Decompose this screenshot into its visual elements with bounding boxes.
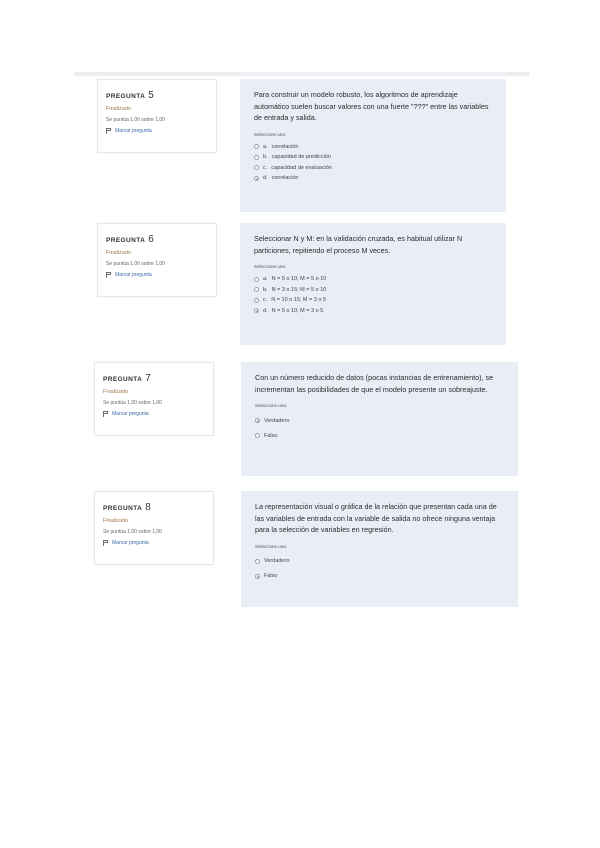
question-text: Para construir un modelo robusto, los algoritmos de aprendizaje automático suelen buscar valores con una fuerte "???" entre las variables de entrada y salida.: [254, 90, 489, 122]
answer-prompt: Seleccione una:: [255, 403, 288, 408]
radio-button[interactable]: [254, 165, 259, 170]
question-score: Se puntúa 1,00 sobre 1,00: [103, 529, 162, 535]
question-title: PREGUNTA 6: [106, 234, 155, 245]
flag-icon: [106, 272, 112, 278]
question-text: Con un número reducido de datos (pocas instancias de entrenamiento), se incrementan las posibilidades de que el modelo presente un sobreajuste.: [255, 373, 494, 394]
question-score: Se puntúa 1,00 sobre 1,00: [106, 117, 165, 123]
question-content-8: [241, 491, 518, 607]
question-status: Finalizado: [106, 106, 132, 112]
flag-icon: [106, 128, 112, 134]
radio-button[interactable]: [254, 298, 259, 303]
answer-option[interactable]: a. correlación: [254, 142, 492, 153]
question-title: PREGUNTA 5: [106, 90, 155, 101]
answer-option[interactable]: c. N = 10 o 15; M = 3 o 5: [254, 295, 492, 306]
flag-question-link[interactable]: Marcar pregunta: [106, 272, 216, 278]
question-content-6: [240, 223, 506, 345]
answer-option[interactable]: d. correlación: [254, 173, 492, 184]
radio-button[interactable]: [254, 144, 259, 149]
answer-option[interactable]: c. capacidad de evaluación: [254, 163, 492, 174]
answer-option[interactable]: Verdadero: [255, 413, 504, 428]
question-title: PREGUNTA 8: [103, 502, 152, 513]
answer-option[interactable]: d. N = 5 o 10; M = 3 o 5: [254, 306, 492, 317]
question-status: Finalizado: [103, 518, 129, 524]
flag-question-link[interactable]: Marcar pregunta: [103, 411, 213, 417]
answer-option[interactable]: Verdadero: [255, 554, 504, 569]
page-top-bar: [74, 72, 529, 76]
flag-question-link[interactable]: Marcar pregunta: [103, 540, 213, 546]
answer-prompt: Seleccione una:: [255, 543, 288, 549]
radio-button[interactable]: [254, 287, 259, 292]
question-info-6: [97, 223, 217, 297]
answer-option[interactable]: a. N = 5 o 10; M = 5 o 10: [254, 274, 492, 285]
radio-button-selected[interactable]: [254, 308, 259, 313]
question-info-8: [94, 491, 214, 565]
answer-option[interactable]: Falso: [255, 569, 504, 584]
question-score: Se puntúa 1,00 sobre 1,00: [106, 261, 165, 267]
answer-option[interactable]: Falso: [255, 428, 504, 443]
question-content-5: [240, 79, 506, 212]
radio-button[interactable]: [255, 433, 260, 438]
question-content-7: [241, 362, 518, 476]
answer-prompt: Seleccione una:: [254, 131, 287, 137]
radio-button-selected[interactable]: [255, 574, 260, 579]
question-score: Se puntúa 1,00 sobre 1,00: [103, 400, 162, 406]
question-text: La representación visual o gráfica de la relación que presentan cada una de las variables de entrada con la variable de salida no ofrece ninguna ventaja para la selección de variables en regresión.: [255, 502, 497, 534]
radio-button-selected[interactable]: [255, 418, 260, 423]
question-text: Seleccionar N y M: en la validación cruzada, es habitual utilizar N particiones, repitiendo el proceso M veces.: [254, 234, 463, 255]
question-title: PREGUNTA 7: [103, 373, 152, 384]
radio-button-selected[interactable]: [254, 176, 259, 181]
radio-button[interactable]: [254, 277, 259, 282]
answer-prompt: Seleccione una:: [254, 264, 287, 269]
flag-icon: [103, 540, 109, 546]
question-status: Finalizado: [103, 389, 129, 395]
radio-button[interactable]: [254, 155, 259, 160]
radio-button[interactable]: [255, 559, 260, 564]
question-status: Finalizado: [106, 250, 132, 256]
question-info-7: [94, 362, 214, 436]
answer-option[interactable]: b. N = 3 o 15; M = 5 o 10: [254, 285, 492, 296]
flag-icon: [103, 411, 109, 417]
flag-question-link[interactable]: Marcar pregunta: [106, 128, 216, 134]
question-info-5: [97, 79, 217, 153]
answer-option[interactable]: b. capacidad de predicción: [254, 152, 492, 163]
